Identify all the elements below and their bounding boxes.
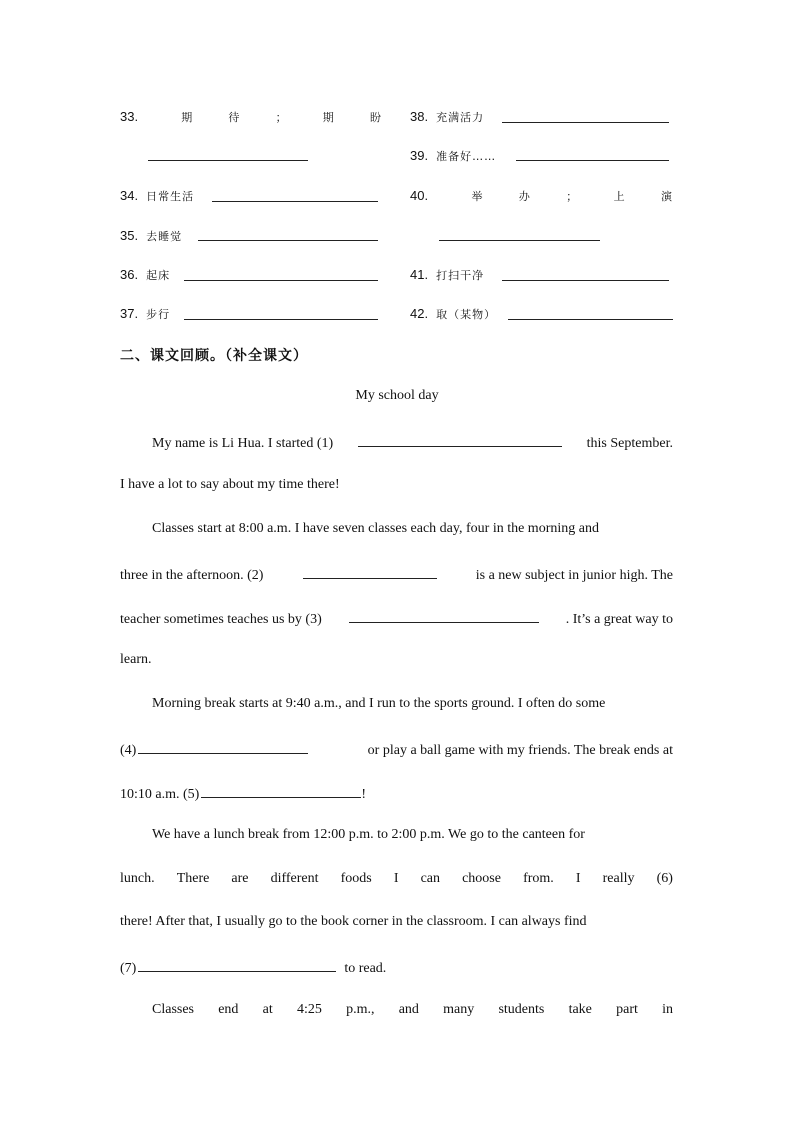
passage-text: I have a lot to say about my time there!: [120, 477, 340, 492]
passage-text: (7): [120, 961, 137, 976]
passage-line: [120, 608, 673, 629]
vocab-item-39: [410, 147, 496, 166]
passage-text: We have a lunch break from 12:00 p.m. to 2:00 p.m. We go to the canteen for: [152, 827, 585, 842]
passage-text: . It’s a great way to: [565, 612, 673, 627]
passage-word: take: [568, 1002, 592, 1017]
answer-blank-42[interactable]: [508, 319, 673, 320]
vocab-chinese: 去睡觉: [146, 230, 183, 243]
vocab-chinese: 充满活力: [436, 111, 485, 124]
passage-line: [120, 651, 673, 669]
passage-text: three in the afternoon. (2): [120, 568, 264, 583]
vocab-number: 40.: [410, 188, 429, 203]
passage-word: really: [602, 871, 635, 886]
passage-word: end: [218, 1002, 239, 1017]
answer-blank-35[interactable]: [198, 240, 378, 241]
passage-word: (6): [656, 871, 673, 886]
passage-text: Classes start at 8:00 a.m. I have seven classes each day, four in the morning and: [152, 521, 599, 536]
answer-blank-38[interactable]: [502, 122, 669, 123]
passage-text: My name is Li Hua. I started (1): [152, 436, 334, 451]
vocab-number: 34.: [120, 188, 139, 203]
passage-line: [120, 695, 673, 713]
passage-word: 4:25: [296, 1002, 322, 1017]
vocab-chinese: 步行: [146, 308, 171, 321]
passage-text: learn.: [120, 652, 152, 667]
vocab-item-34: [120, 187, 194, 206]
passage-line: [120, 520, 673, 538]
vocab-chinese: 起床: [146, 269, 171, 282]
vocab-char: 上: [613, 190, 626, 203]
answer-blank-33[interactable]: [148, 160, 308, 161]
passage-text: to read.: [344, 961, 387, 976]
passage-line: [120, 432, 673, 453]
passage-text: this September.: [586, 436, 673, 451]
vocab-item-33: [120, 108, 382, 127]
vocab-item-38: [410, 108, 484, 127]
vocab-char: 期: [322, 111, 335, 124]
passage-word: many: [443, 1002, 475, 1017]
vocab-number: 33.: [120, 109, 139, 124]
vocab-item-35: [120, 227, 182, 246]
vocab-char: 待: [228, 111, 241, 124]
passage-word: foods: [340, 871, 372, 886]
answer-blank-41[interactable]: [502, 280, 669, 281]
passage-word: in: [662, 1002, 673, 1017]
vocab-item-40: [410, 187, 673, 206]
answer-blank-1[interactable]: [358, 432, 562, 447]
passage-line: [120, 476, 673, 494]
vocab-char: 举: [471, 190, 484, 203]
passage-text: or play a ball game with my friends. The break ends at: [367, 743, 673, 758]
answer-blank-2[interactable]: [303, 564, 437, 579]
vocab-chinese: 日常生活: [146, 190, 195, 203]
answer-blank-40[interactable]: [439, 240, 600, 241]
answer-blank-36[interactable]: [184, 280, 378, 281]
passage-word: There: [176, 871, 210, 886]
vocab-number: 35.: [120, 228, 139, 243]
vocab-number: 41.: [410, 267, 429, 282]
passage-word: p.m.,: [346, 1002, 375, 1017]
passage-text: !: [361, 787, 366, 802]
vocab-chinese: 准备好……: [436, 150, 497, 163]
passage-word: are: [231, 871, 249, 886]
passage-word: and: [398, 1002, 419, 1017]
passage-word: choose: [462, 871, 501, 886]
passage-line: [120, 564, 673, 585]
answer-blank-5[interactable]: [201, 783, 361, 798]
passage-word: I: [575, 871, 581, 886]
passage-line: [120, 1001, 673, 1019]
passage-word: lunch.: [120, 871, 155, 886]
section-title: 二、课文回顾。（补全课文）: [120, 348, 308, 364]
answer-blank-39[interactable]: [516, 160, 669, 161]
vocab-item-37: [120, 305, 170, 324]
answer-blank-7[interactable]: [138, 957, 336, 972]
passage-word: different: [270, 871, 319, 886]
passage-line: [120, 870, 673, 888]
vocab-chinese: 打扫干净: [436, 269, 485, 282]
vocab-char: 演: [660, 190, 673, 203]
passage-text: Morning break starts at 9:40 a.m., and I run to the sports ground. I often do some: [152, 696, 606, 711]
passage-line: [120, 913, 673, 931]
passage-line: [120, 783, 673, 804]
answer-blank-4[interactable]: [138, 739, 308, 754]
vocab-number: 39.: [410, 148, 429, 163]
vocab-char: 期: [181, 111, 194, 124]
passage-line: [120, 739, 673, 760]
passage-word: can: [420, 871, 441, 886]
passage-text: there! After that, I usually go to the book corner in the classroom. I can always find: [120, 914, 587, 929]
answer-blank-37[interactable]: [184, 319, 378, 320]
passage-word: I: [393, 871, 399, 886]
answer-blank-3[interactable]: [349, 608, 539, 623]
vocab-char: 办: [518, 190, 531, 203]
vocab-char: ；: [275, 111, 288, 124]
passage-word: from.: [523, 871, 554, 886]
vocab-item-41: [410, 266, 484, 285]
vocab-char: 盼: [369, 111, 382, 124]
passage-word: students: [498, 1002, 545, 1017]
vocab-number: 37.: [120, 306, 139, 321]
vocab-item-36: [120, 266, 170, 285]
vocab-char: ；: [566, 190, 579, 203]
passage-word: part: [616, 1002, 638, 1017]
passage-text: teacher sometimes teaches us by (3): [120, 612, 322, 627]
passage-text: 10:10 a.m. (5): [120, 787, 200, 802]
answer-blank-34[interactable]: [212, 201, 378, 202]
passage-text: (4): [120, 743, 137, 758]
passage-word: Classes: [152, 1002, 194, 1017]
passage-text: is a new subject in junior high. The: [475, 568, 673, 583]
passage-word: at: [262, 1002, 273, 1017]
vocab-number: 38.: [410, 109, 429, 124]
vocab-number: 36.: [120, 267, 139, 282]
vocab-chinese: 取（某物）: [436, 308, 497, 321]
passage-line: [120, 957, 673, 978]
passage-title: My school day: [355, 388, 439, 403]
vocab-number: 42.: [410, 306, 429, 321]
passage-line: [120, 826, 673, 844]
vocab-item-42: [410, 305, 496, 324]
